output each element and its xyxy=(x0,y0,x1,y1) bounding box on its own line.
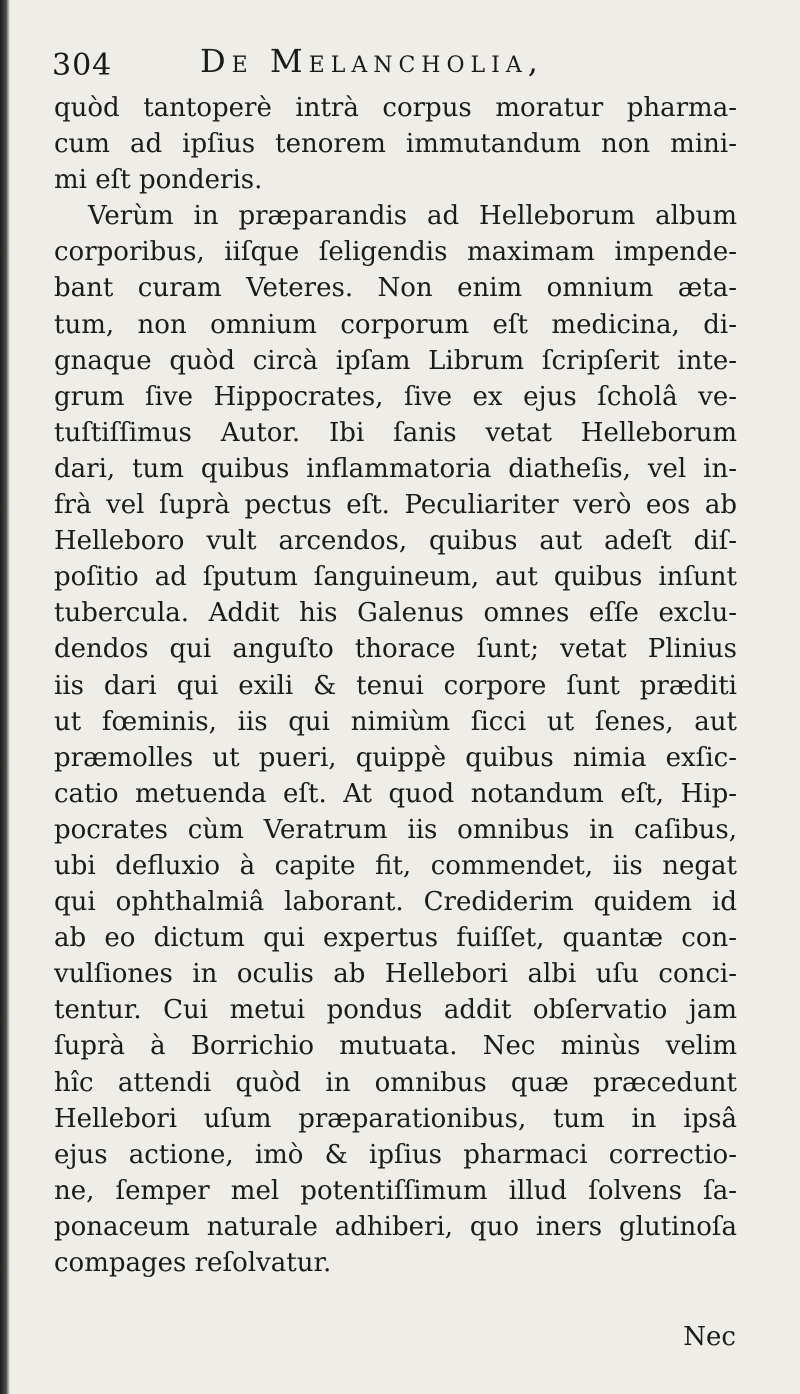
text-line: gnaque quòd circà ipſam Librum ſcripſerit inte- xyxy=(54,345,737,376)
text-line: compages reſolvatur. xyxy=(54,1248,332,1278)
text-line: bant curam Veteres. Non enim omnium æta- xyxy=(54,273,737,304)
text-line: ponaceum naturale adhiberi, quo iners glutinoſa xyxy=(54,1211,737,1242)
text-line: dendos qui anguſto thorace ſunt; vetat Plinius xyxy=(54,634,737,665)
text-line: ubi defluxio à capite fit, commendet, iis negat xyxy=(54,850,737,881)
text-line: quòd tantoperè intrà corpus moratur pharma- xyxy=(54,93,737,123)
text-line: præmolles ut pueri, quippè quibus nimia exſic- xyxy=(54,742,737,773)
text-line: grum ſive Hippocrates, ſive ex ejus ſcholâ ve- xyxy=(54,381,737,412)
page-number: 304 xyxy=(52,48,113,83)
text-line: Hellebori uſum præparationibus, tum in ipsâ xyxy=(54,1103,737,1134)
catchword: Nec xyxy=(683,1322,736,1352)
text-line: ſuprà à Borrichio mutuata. Nec minùs velim xyxy=(54,1031,737,1062)
text-line: vulſiones in oculis ab Hellebori albi uſu conci- xyxy=(54,959,737,990)
text-line: cum ad ipſius tenorem immutandum non mini- xyxy=(54,129,737,160)
page-gutter-shadow xyxy=(0,0,10,1394)
text-line: tubercula. Addit his Galenus omnes eſſe exclu- xyxy=(54,598,737,629)
text-line: tuſtiſſimus Autor. Ibi ſanis vetat Helleborum xyxy=(54,417,737,448)
text-line: frà vel ſuprà pectus eſt. Peculiariter verò eos ab xyxy=(54,490,737,521)
text-line: ne, ſemper mel potentiſſimum illud ſolvens ſa- xyxy=(54,1175,737,1206)
text-line: tum, non omnium corporum eſt medicina, di- xyxy=(54,309,737,340)
text-line: qui ophthalmiâ laborant. Crediderim quidem id xyxy=(54,887,737,918)
body-text xyxy=(54,90,737,1281)
text-line: ab eo dictum qui expertus fuiſſet, quantæ con- xyxy=(54,923,737,954)
text-line: dari, tum quibus inflammatoria diatheſis, vel in- xyxy=(54,453,737,484)
text-line: corporibus, iiſque ſeligendis maximam impende- xyxy=(54,237,737,268)
page-header xyxy=(52,40,752,90)
text-line: mi eſt ponderis. xyxy=(54,165,263,196)
text-line: ejus actione, imò & ipſius pharmaci correctio- xyxy=(54,1139,737,1170)
text-line: ut fœminis, iis qui nimiùm ſicci ut ſenes, aut xyxy=(54,706,737,737)
text-line: tentur. Cui metui pondus addit obſervatio jam xyxy=(54,995,737,1026)
text-line: iis dari qui exili & tenui corpore ſunt præditi xyxy=(54,670,737,701)
running-title: De Melancholia, xyxy=(200,42,544,80)
text-line: Verùm in præparandis ad Helleborum album xyxy=(88,201,737,232)
text-line: catio metuenda eſt. At quod notandum eſt, Hip- xyxy=(54,778,737,809)
text-line: Helleboro vult arcendos, quibus aut adeſt diſ- xyxy=(54,526,737,557)
text-line: poſitio ad ſputum ſanguineum, aut quibus inſunt xyxy=(54,562,737,593)
text-line: pocrates cùm Veratrum iis omnibus in caſibus, xyxy=(54,814,737,845)
text-line: hîc attendi quòd in omnibus quæ præcedunt xyxy=(54,1067,737,1098)
